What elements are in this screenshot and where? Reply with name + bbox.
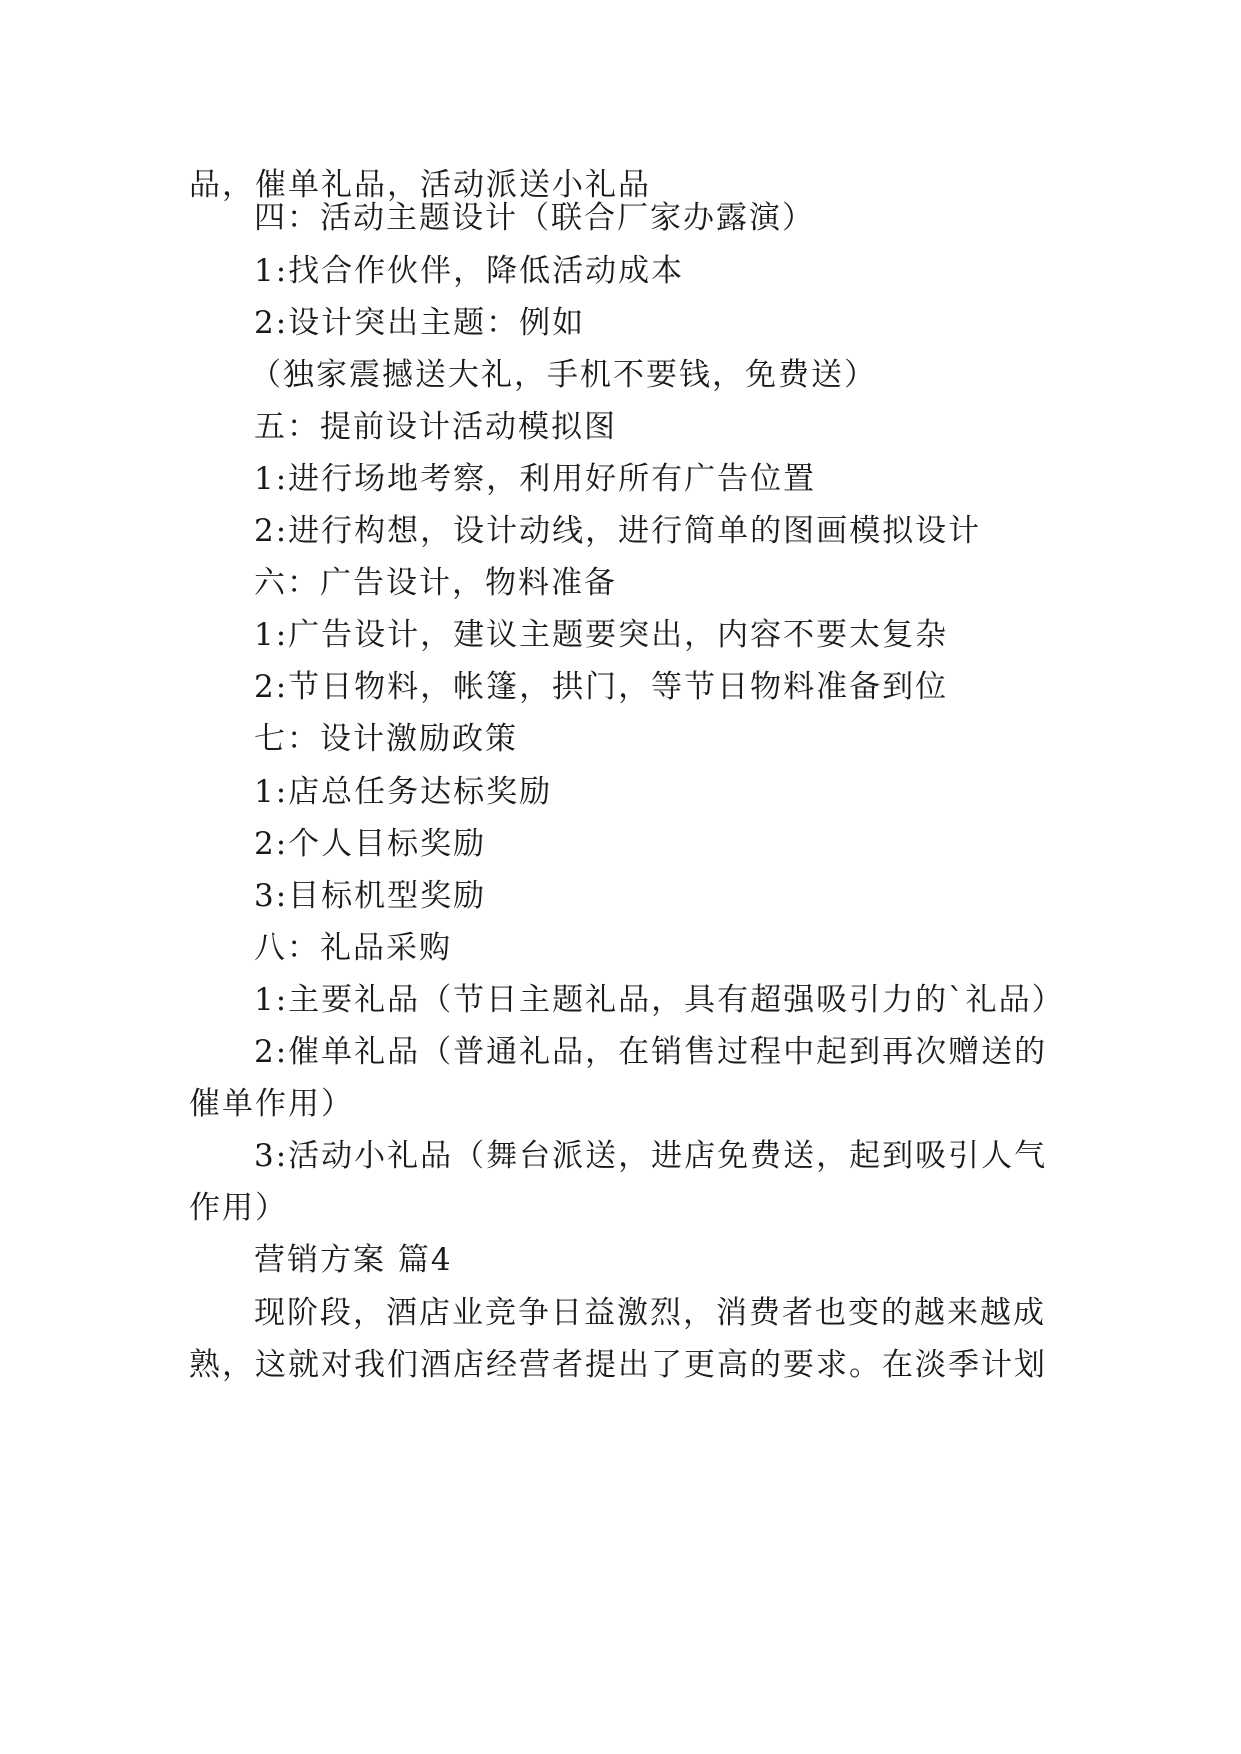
list-item: 1:进行场地考察，利用好所有广告位置 <box>254 461 817 497</box>
list-item: 2:设计突出主题：例如 <box>254 305 586 341</box>
paragraph-line: 现阶段，酒店业竞争日益激烈，消费者也变的越来越成 <box>254 1295 1046 1331</box>
list-item: 1:找合作伙伴，降低活动成本 <box>254 253 685 289</box>
list-item: 1:店总任务达标奖励 <box>254 774 553 810</box>
list-item: 1:广告设计，建议主题要突出，内容不要太复杂 <box>254 617 949 653</box>
list-item: 2:进行构想，设计动线，进行简单的图画模拟设计 <box>254 513 982 549</box>
list-item-continuation: 催单作用） <box>189 1086 354 1122</box>
list-item: 3:活动小礼品（舞台派送，进店免费送，起到吸引人气 <box>254 1138 1048 1174</box>
section-title: 营销方案 篇4 <box>254 1242 453 1278</box>
list-item: 2:个人目标奖励 <box>254 826 487 862</box>
list-item-continuation: 作用） <box>189 1190 288 1226</box>
section-heading-6: 六：广告设计，物料准备 <box>254 565 617 601</box>
list-item: 1:主要礼品（节日主题礼品，具有超强吸引力的`礼品） <box>254 982 1065 1018</box>
section-heading-7: 七：设计激励政策 <box>254 721 518 757</box>
text-line: （独家震撼送大礼，手机不要钱，免费送） <box>250 357 877 393</box>
section-heading-8: 八：礼品采购 <box>254 930 452 966</box>
list-item: 2:催单礼品（普通礼品，在销售过程中起到再次赠送的 <box>254 1034 1048 1070</box>
list-item: 3:目标机型奖励 <box>254 878 487 914</box>
list-item: 2:节日物料，帐篷，拱门，等节日物料准备到位 <box>254 669 949 705</box>
section-heading-4: 四：活动主题设计（联合厂家办露演） <box>254 200 815 236</box>
paragraph-line: 熟，这就对我们酒店经营者提出了更高的要求。在淡季计划 <box>189 1347 1047 1383</box>
section-heading-5: 五：提前设计活动模拟图 <box>254 409 617 445</box>
text-line: 品，催单礼品，活动派送小礼品 <box>189 167 651 203</box>
